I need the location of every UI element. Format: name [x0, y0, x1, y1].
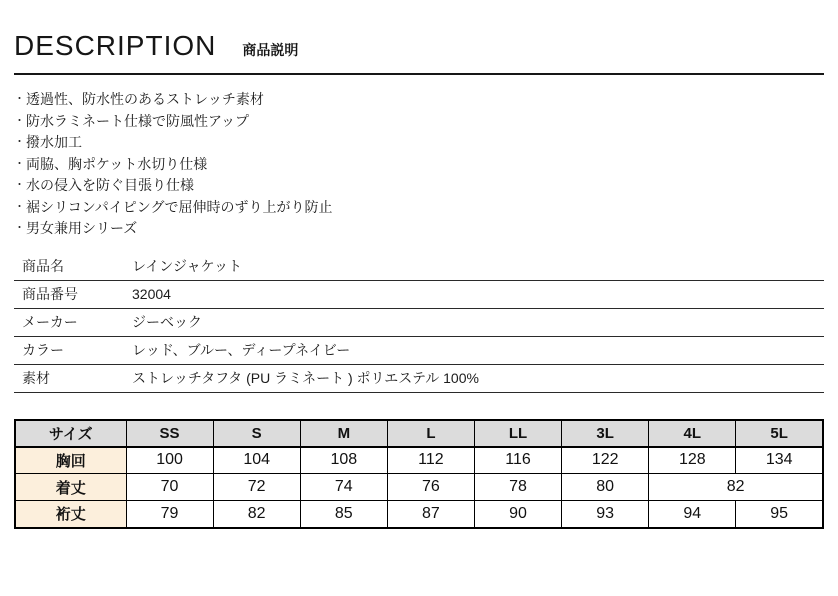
page-header [14, 32, 824, 75]
size-cell: 82 [213, 501, 300, 528]
size-column-header: LL [475, 420, 562, 447]
details-label: 商品番号 [22, 286, 78, 302]
size-cell: 95 [736, 501, 823, 528]
bullet-marker: ・ [14, 222, 25, 234]
details-value: 32004 [132, 286, 171, 302]
size-column-header: 3L [562, 420, 649, 447]
feature-text: 水の侵入を防ぐ目張り仕様 [26, 177, 194, 193]
size-table-row [15, 501, 823, 528]
feature-item [14, 111, 824, 133]
details-row [14, 309, 824, 337]
size-cell: 104 [213, 447, 300, 474]
details-label: メーカー [22, 314, 78, 330]
size-cell: 108 [300, 447, 387, 474]
feature-item [14, 175, 824, 197]
size-cell: 94 [649, 501, 736, 528]
details-row [14, 253, 824, 281]
bullet-marker: ・ [14, 114, 25, 127]
page-title: DESCRIPTION [14, 30, 217, 61]
size-table-row [15, 447, 823, 474]
size-row-label: 裄丈 [15, 501, 126, 528]
feature-text: 両脇、胸ポケット水切り仕様 [26, 155, 208, 172]
size-column-header: 5L [736, 420, 823, 447]
size-table-row [15, 474, 823, 501]
size-cell: 134 [736, 447, 823, 474]
feature-item [14, 218, 824, 240]
feature-item [14, 89, 824, 111]
size-cell: 93 [562, 501, 649, 528]
details-value: レッド、ブルー、ディープネイビー [132, 342, 351, 358]
size-column-header: SS [126, 420, 213, 447]
size-cell: 78 [475, 474, 562, 501]
size-cell: 70 [126, 474, 213, 501]
feature-text: 撥水加工 [26, 134, 82, 150]
feature-item [14, 197, 824, 219]
size-column-header: サイズ [15, 420, 126, 447]
details-row [14, 365, 824, 393]
bullet-marker: ・ [14, 200, 25, 213]
size-cell: 74 [300, 474, 387, 501]
size-cell: 79 [126, 501, 213, 528]
size-table [14, 419, 824, 529]
size-table-header-row [15, 420, 823, 447]
size-cell: 90 [475, 501, 562, 528]
size-cell: 76 [387, 474, 474, 501]
size-table-head [15, 420, 823, 447]
feature-text: 男女兼用シリーズ [26, 220, 138, 236]
size-column-header: L [387, 420, 474, 447]
size-cell: 80 [562, 474, 649, 501]
feature-text: 透過性、防水性のあるストレッチ素材 [26, 91, 264, 107]
bullet-marker: ・ [14, 93, 25, 105]
size-cell: 87 [387, 501, 474, 528]
feature-list [14, 89, 824, 240]
size-row-label: 胸回 [15, 447, 126, 474]
bullet-marker: ・ [14, 157, 25, 170]
details-row [14, 337, 824, 365]
feature-item [14, 132, 824, 154]
details-row [14, 281, 824, 309]
page-subtitle: 商品説明 [242, 42, 299, 58]
size-cell: 122 [562, 447, 649, 474]
size-column-header: S [213, 420, 300, 447]
size-cell: 128 [649, 447, 736, 474]
feature-text: 裾シリコンパイピングで屈伸時のずり上がり防止 [26, 198, 333, 215]
size-column-header: M [300, 420, 387, 447]
details-label: 商品名 [22, 258, 64, 274]
bullet-marker: ・ [14, 179, 25, 191]
size-row-label: 着丈 [15, 474, 126, 501]
size-cell: 82 [649, 474, 823, 501]
details-value: ストレッチタフタ (PU ラミネート ) ポリエステル 100% [132, 370, 479, 386]
feature-item [14, 154, 824, 176]
details-value: ジーベック [132, 314, 202, 330]
size-cell: 72 [213, 474, 300, 501]
size-cell: 85 [300, 501, 387, 528]
details-table [14, 253, 824, 393]
size-cell: 100 [126, 447, 213, 474]
size-cell: 112 [387, 447, 474, 474]
details-label: 素材 [22, 370, 50, 386]
details-label: カラー [22, 342, 64, 358]
details-value: レインジャケット [132, 258, 242, 274]
size-column-header: 4L [649, 420, 736, 447]
feature-text: 防水ラミネート仕様で防風性アップ [26, 112, 250, 129]
size-table-body [15, 447, 823, 528]
bullet-marker: ・ [14, 136, 25, 148]
size-cell: 116 [475, 447, 562, 474]
